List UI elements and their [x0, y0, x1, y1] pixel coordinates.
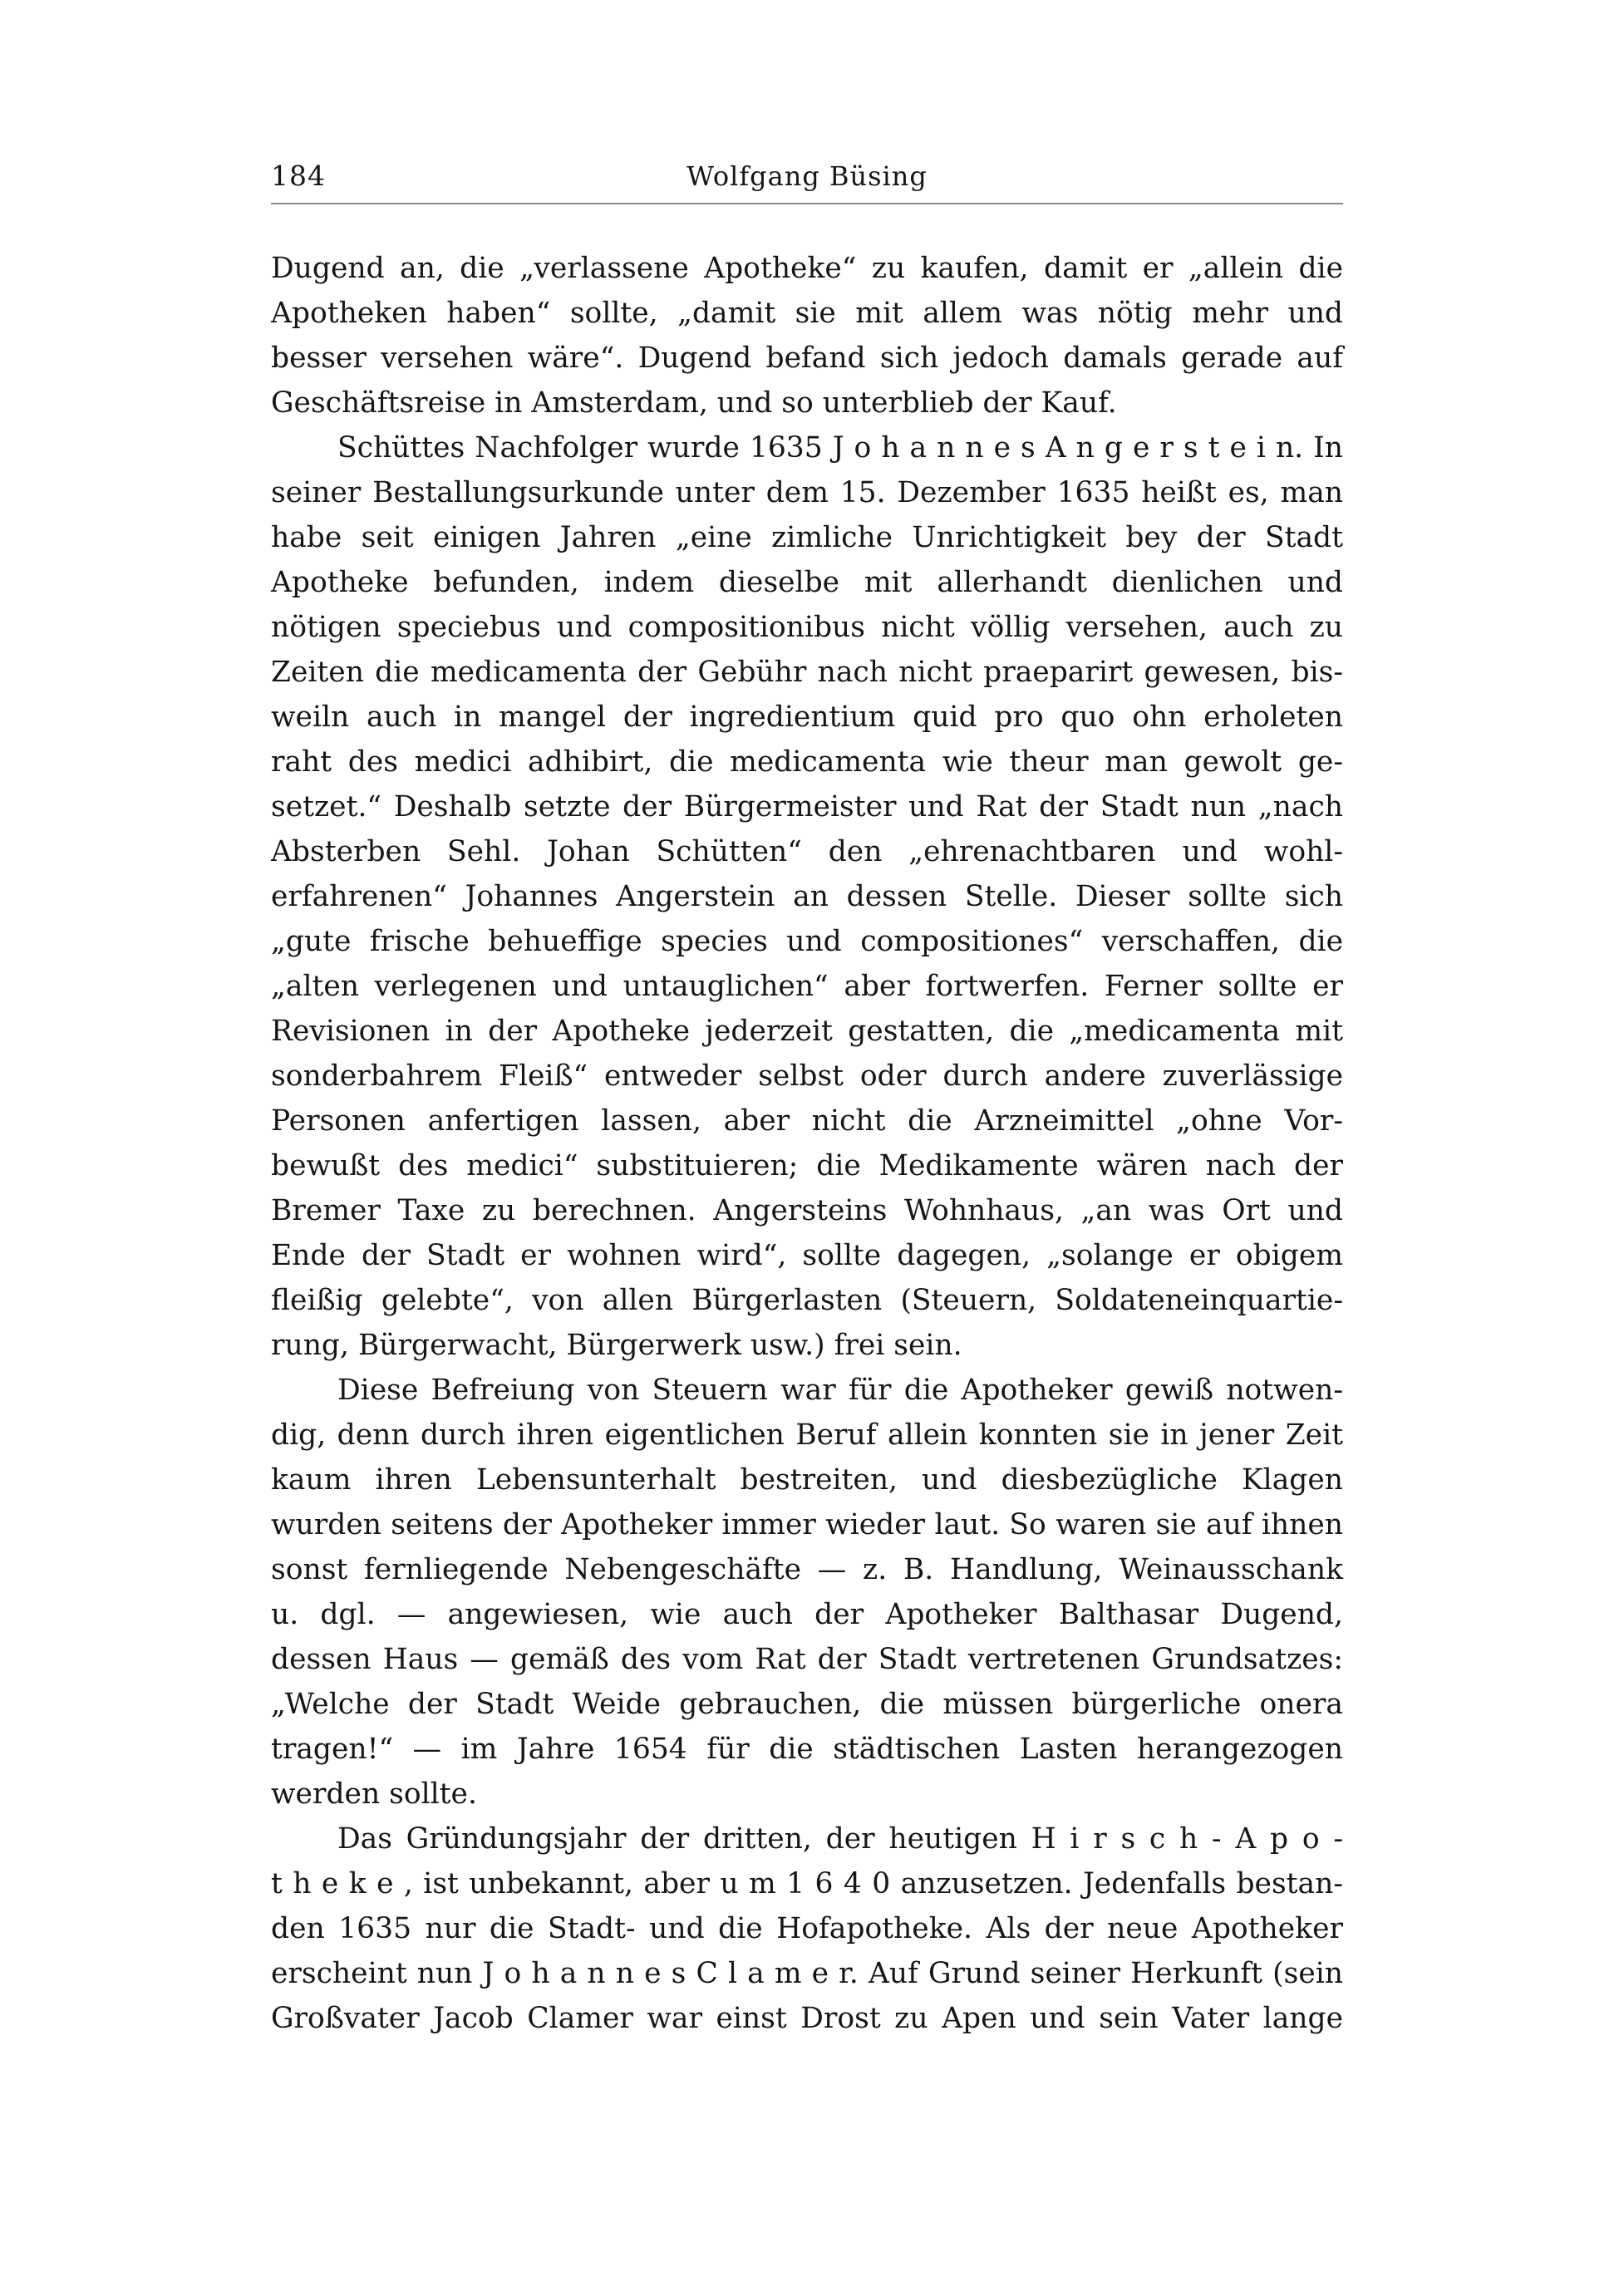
- text-line: dessen Haus — gemäß des vom Rat der Stadt vertretenen Grundsatzes:: [271, 1643, 1343, 1676]
- page-number: 184: [271, 160, 326, 192]
- text-line: Schüttes Nachfolger wurde 1635 J o h a n n e s A n g e r s t e i n. In: [337, 431, 1343, 465]
- text-line: erscheint nun J o h a n n e s C l a m e r. Auf Grund seiner Herkunft (sein: [271, 1957, 1343, 1990]
- text-line: den 1635 nur die Stadt- und die Hofapotheke. Als der neue Apotheker: [271, 1912, 1343, 1945]
- text-line: Bremer Taxe zu berechnen. Angersteins Wohnhaus, „an was Ort und: [271, 1194, 1343, 1227]
- running-title: Wolfgang Büsing: [686, 160, 928, 192]
- text-line: rung, Bürgerwacht, Bürgerwerk usw.) frei sein.: [271, 1329, 962, 1362]
- text-line: Diese Befreiung von Steuern war für die Apotheker gewiß notwen-: [337, 1374, 1343, 1407]
- text-line: Das Gründungsjahr der dritten, der heutigen H i r s c h - A p o -: [337, 1822, 1343, 1856]
- text-line: Apotheke befunden, indem dieselbe mit allerhandt dienlichen und: [271, 566, 1343, 599]
- text-line: weiln auch in mangel der ingredientium quid pro quo ohn erholeten: [271, 701, 1343, 734]
- text-line: t h e k e , ist unbekannt, aber u m 1 6 4 0 anzusetzen. Jedenfalls bestan-: [271, 1867, 1343, 1900]
- text-line: Zeiten die medicamenta der Gebühr nach nicht praeparirt gewesen, bis-: [271, 656, 1343, 689]
- text-line: Geschäftsreise in Amsterdam, und so unterblieb der Kauf.: [271, 386, 1117, 420]
- text-line: erfahrenen“ Johannes Angerstein an dessen Stelle. Dieser sollte sich: [271, 880, 1343, 913]
- body-text: [271, 246, 1343, 2041]
- text-line: sonst fernliegende Nebengeschäfte — z. B. Handlung, Weinausschank: [271, 1553, 1343, 1586]
- text-line: Revisionen in der Apotheke jederzeit gestatten, die „medicamenta mit: [271, 1015, 1343, 1048]
- text-line: „Welche der Stadt Weide gebrauchen, die müssen bürgerliche onera: [271, 1688, 1343, 1721]
- text-line: „gute frische behueffige species und compositiones“ verschaffen, die: [271, 925, 1343, 958]
- text-line: werden sollte.: [271, 1777, 477, 1811]
- text-line: sonderbahrem Fleiß“ entweder selbst oder durch andere zuverlässige: [271, 1060, 1343, 1093]
- text-line: wurden seitens der Apotheker immer wieder laut. So waren sie auf ihnen: [271, 1508, 1343, 1541]
- text-line: tragen!“ — im Jahre 1654 für die städtischen Lasten herangezogen: [271, 1733, 1343, 1766]
- running-header: [271, 156, 1343, 204]
- text-line: „alten verlegenen und untauglichen“ aber fortwerfen. Ferner sollte er: [271, 970, 1343, 1003]
- text-line: bewußt des medici“ substituieren; die Medikamente wären nach der: [271, 1149, 1343, 1182]
- text-line: dig, denn durch ihren eigentlichen Beruf allein konnten sie in jener Zeit: [271, 1418, 1343, 1452]
- text-line: setzet.“ Deshalb setzte der Bürgermeister und Rat der Stadt nun „nach: [271, 790, 1343, 824]
- text-line: Ende der Stadt er wohnen wird“, sollte dagegen, „solange er obigem: [271, 1239, 1343, 1272]
- text-line: seiner Bestallungsurkunde unter dem 15. Dezember 1635 heißt es, man: [271, 476, 1343, 509]
- text-line: habe seit einigen Jahren „eine zimliche Unrichtigkeit bey der Stadt: [271, 521, 1343, 554]
- text-line: Großvater Jacob Clamer war einst Drost zu Apen und sein Vater lange: [271, 2002, 1343, 2035]
- text-line: Absterben Sehl. Johan Schütten“ den „ehrenachtbaren und wohl-: [271, 835, 1343, 868]
- text-line: besser versehen wäre“. Dugend befand sich jedoch damals gerade auf: [271, 342, 1343, 375]
- text-line: Personen anfertigen lassen, aber nicht die Arzneimittel „ohne Vor-: [271, 1104, 1343, 1138]
- text-line: nötigen speciebus und compositionibus nicht völlig versehen, auch zu: [271, 611, 1343, 644]
- text-line: Dugend an, die „verlassene Apotheke“ zu kaufen, damit er „allein die: [271, 252, 1343, 285]
- text-line: raht des medici adhibirt, die medicamenta wie theur man gewolt ge-: [271, 745, 1343, 779]
- text-line: kaum ihren Lebensunterhalt bestreiten, und diesbezügliche Klagen: [271, 1463, 1343, 1497]
- text-line: u. dgl. — angewiesen, wie auch der Apotheker Balthasar Dugend,: [271, 1598, 1343, 1631]
- text-line: Apotheken haben“ sollte, „damit sie mit allem was nötig mehr und: [271, 297, 1343, 330]
- text-line: fleißig gelebte“, von allen Bürgerlasten (Steuern, Soldateneinquartie-: [271, 1284, 1343, 1317]
